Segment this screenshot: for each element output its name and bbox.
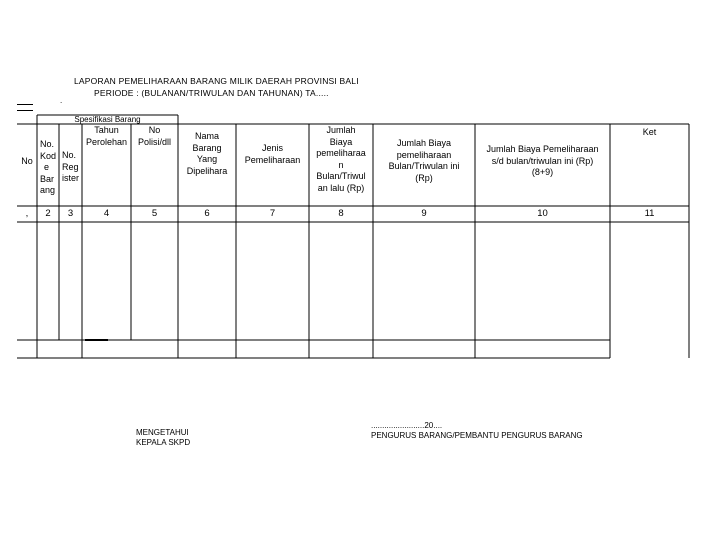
column-number: 9: [421, 208, 427, 219]
header-lalu-line: n: [338, 159, 344, 170]
signature-left-line1: MENGETAHUI: [136, 428, 189, 437]
header-polisi-line: Polisi/dll: [137, 136, 171, 147]
header-ini-line: (Rp): [415, 172, 433, 183]
header-ini-line: pemeliharaan: [396, 149, 452, 160]
header-jenis-line: Pemeliharaan: [244, 154, 301, 165]
header-nama-line: Dipelihara: [186, 165, 228, 176]
header-kode-line: Kod: [40, 150, 57, 161]
header-nama-line: Yang: [196, 154, 218, 164]
header-ini-line: Bulan/Triwulan ini: [388, 161, 460, 171]
report-title: LAPORAN PEMELIHARAAN BARANG MILIK DAERAH PROVINSI BALI: [74, 76, 359, 86]
header-kode-line: No.: [40, 139, 55, 149]
header-sd-line: (8+9): [531, 167, 554, 177]
signature-left: [136, 428, 190, 448]
header-kode-barang: [40, 139, 60, 197]
header-nama-line: Barang: [192, 142, 222, 153]
header-lalu-line: pemeliharaa: [316, 148, 366, 158]
header-jenis-line: Jenis: [261, 143, 283, 153]
header-lalu-line: an lalu (Rp): [317, 182, 365, 193]
header-ket: Ket: [642, 127, 657, 137]
header-tahun-line: Perolehan: [85, 136, 128, 147]
header-jenis-pemeliharaan: [236, 143, 309, 166]
signature-right-title: PENGURUS BARANG/PEMBANTU PENGURUS BARANG: [371, 431, 583, 440]
signature-right: [371, 421, 583, 441]
column-number: 2: [45, 208, 51, 219]
header-kode-line: ang: [40, 185, 56, 195]
signature-right-date: ........................20....: [371, 421, 443, 430]
header-lalu-line: Biaya: [329, 136, 353, 147]
header-kode-line: Bar: [40, 173, 55, 184]
header-sd-line: s/d bulan/triwulan ini (Rp): [491, 155, 594, 166]
header-jumlah-ini: [373, 138, 475, 184]
header-register-line: ister: [62, 173, 80, 183]
column-number: 10: [537, 208, 548, 219]
report-period: PERIODE : (BULANAN/TRIWULAN DAN TAHUNAN) TA.....: [94, 88, 329, 98]
header-register-line: No.: [62, 150, 77, 160]
header-no-register: [62, 150, 84, 185]
header-nama-line: Nama: [194, 131, 219, 141]
header-ini-line: Jumlah Biaya: [396, 138, 452, 148]
header-no-polisi: [131, 125, 178, 148]
header-tahun-perolehan: [82, 125, 131, 148]
column-number: 4: [103, 208, 110, 219]
side-dot: .: [60, 96, 63, 105]
column-number: 7: [269, 208, 276, 219]
header-no: No: [21, 156, 33, 166]
column-number: 5: [151, 208, 158, 219]
header-lalu-line: Jumlah: [326, 125, 356, 135]
header-spesifikasi: Spesifikasi Barang: [74, 115, 141, 124]
header-kode-line: e: [44, 162, 50, 172]
column-number: 8: [338, 208, 344, 219]
column-number: 3: [67, 208, 74, 219]
column-number: ,: [25, 208, 29, 219]
signature-left-line2: KEPALA SKPD: [136, 438, 191, 447]
header-lalu-line: Bulan/Triwul: [316, 171, 366, 181]
header-register-line: Reg: [62, 161, 79, 172]
column-number: 11: [644, 208, 655, 219]
header-sd-line: Jumlah Biaya Pemeliharaan: [486, 144, 599, 154]
header-polisi-line: No: [148, 125, 161, 135]
header-jumlah-lalu: [309, 125, 373, 194]
header-tahun-line: Tahun: [94, 125, 119, 135]
header-nama-barang: [178, 131, 236, 177]
header-jumlah-sd: [475, 144, 610, 179]
column-number: 6: [204, 208, 210, 219]
